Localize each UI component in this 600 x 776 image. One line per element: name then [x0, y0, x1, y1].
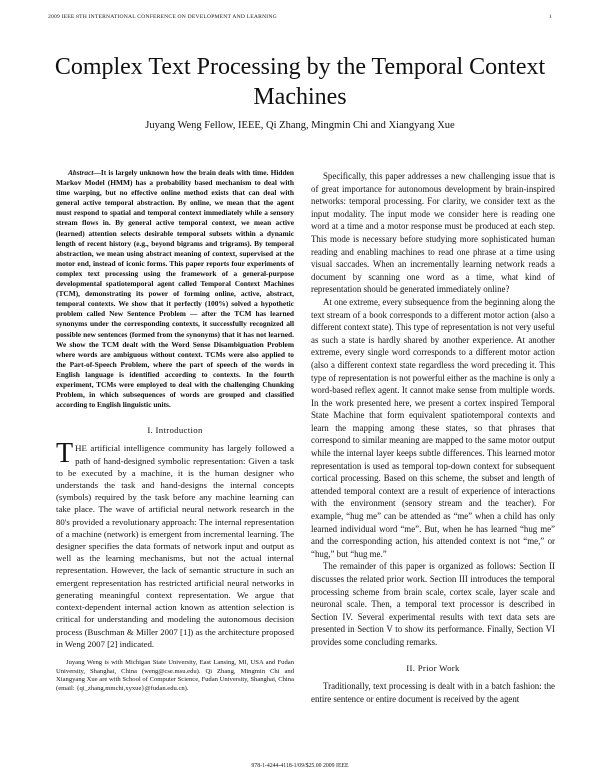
left-column [56, 168, 294, 693]
running-header [48, 14, 552, 20]
body-paragraph-4: Traditionally, text processing is dealt with in a batch fashion: the entire sentence or entire document is received by the agent [311, 681, 555, 704]
section-title-introduction: I. Introduction [147, 425, 203, 436]
body-paragraph-2: At one extreme, every subsequence from the beginning along the text stream of a book corresponds to a different motor action (also a different context state). This type of representation is not very useful as such a state is hardly shared by another experience. At another extreme, every single word corresponds to a different motor action (also a different context state regardless the word preceding it. This type of representation is not powerful either as the machine is only a word-based reflex agent. It cannot make sense from multiple words. In the work presented here, we present a cortex inspired Temporal State Machine that form equivalent spatiotemporal contexts and learn the mapping among these states, so that phrases that correspond to similar meaning are mapped to the same motor output while the internal layer keeps subtle differences. This learned motor representation is used as temporal top-down context for subsequent cortical processing. Based on this scheme, the subset and length of attended temporal context are a result of experience of interactions with the environment (sensory stream and the teacher). For example, “hug me” can be attended as “me” when a child has only learned individual word “me”. But, when he has learned “hug me” and the corresponding action, his attended context is not “me,” or “hug,” but “hug me.” [311, 296, 555, 559]
author-affiliation-footnote: Juyang Weng is with Michigan State University, East Lansing, MI, USA and Fudan University, Shanghai, China (weng@cse.msu.edu). Qi Zhang, Mingmin Chi and Xiangyang Xue are with School of Computer Science, Fudan University, Shanghai, China (email: {qi_zhang,mmchi,xyxue}@fudan.edu.cn). [56, 658, 294, 692]
abstract [56, 168, 294, 410]
introduction-paragraph: THE artificial intelligence community has largely followed a path of hand-designed symbolic representation: Given a task to be executed by a machine, it is the human designer who understands the task and hand-designs the internal concepts (symbols) required by the task before any machine learning can take place. The wave of artificial neural network research in the 80's provided a revolutionary approach: The internal representation of a machine (network) is emergent from incremental learning. The designer specifies the data formats of network input and output as well as the learning mechanisms, but not the actual internal representation. However, the lack of semantic structure in such an emergent representation has restricted artificial neural networks in generating meaningful context representation. We argue that context-dependent internal action known as attention selection is critical for understanding and modeling the autonomous decision process (Buschman & Miller 2007 [1]) as the architecture proposed in Weng 2007 [2] indicated. [56, 438, 294, 649]
body-paragraph-3: The remainder of this paper is organized as follows: Section II discusses the related prior work. Section III introduces the temporal processing scheme from brain scale, cortex scale, layer scale and neuronal scale. Then, a temporal text processor is described in Section IV. Several experimental results with text data sets are presented in Section V to show its performance. Finally, Section VI provides some concluding remarks. [311, 561, 555, 647]
abstract-text: —It is largely unknown how the brain deals with time. Hidden Markov Model (HMM) has a probability based mechanism to deal with time warping, but no effective online method exists that can deal with general active temporal abstraction. By online, we mean that the agent must respond to spatial and temporal context immediately while a sensory stream flows in. By general active temporal context, we mean active (learned) attention selects desirable temporal subsets within a dynamic length of recent history (e.g., beyond bigrams and trigrams). By temporal abstraction, we mean using abstract meaning of context, supervised at the motor end, instead of iconic forms. This paper reports four experiments of complex text processing using the framework of a general-purpose developmental spatiotemporal agent called Temporal Context Machines (TCM), demonstrating its power of forming online, active, abstract, temporal contexts. We show that it perfectly (100%) solved a hypothetic problem called New Sentence Problem — after the TCM has learned synonyms under the corresponding contexts, it successfully recognized all possible new sentences (formed from the synonyms) that it has not learned. We show the TCM dealt with the Word Sense Disambiguation Problem where words are ambiguous without context. TCMs were also applied to the Part-of-Speech Problem, where the part of speech of the words in English language is identified according to contexts. In the fourth experiment, TCMs were employed to deal with the challenging Chunking Problem, in which subsequences of words are grouped and classified according to English linguistic units. [56, 168, 294, 410]
section-title-prior-work: II. Prior Work [406, 662, 460, 673]
page-number: 1 [549, 14, 552, 20]
author-list: Juyang Weng Fellow, IEEE, Qi Zhang, Mingmin Chi and Xiangyang Xue [145, 120, 455, 131]
conference-name: 2009 IEEE 8TH INTERNATIONAL CONFERENCE ON DEVELOPMENT AND LEARNING [48, 14, 277, 20]
right-column [311, 170, 555, 705]
abstract-lead: Abstract [68, 168, 94, 177]
body-paragraph-1: Specifically, this paper addresses a new challenging issue that is of great importance for autonomous development by brain-inspired networks: temporal processing. For clarity, we consider text as the input modality. The input mode we consider here is reading one word at a time and a motor response must be produced at each step. This mode is necessary before studying more sophisticated human reading and enabling machines to read one phrase at a time using visual saccades. When an incrementally learning network reads a document by scanning one word as a time, what kind of representation should be generated immediately online? [311, 171, 555, 295]
copyright-footer: 978-1-4244-4118-1/09/$25.00 2009 IEEE [251, 763, 349, 769]
paper-title: Complex Text Processing by the Temporal Context Machines [54, 54, 546, 110]
